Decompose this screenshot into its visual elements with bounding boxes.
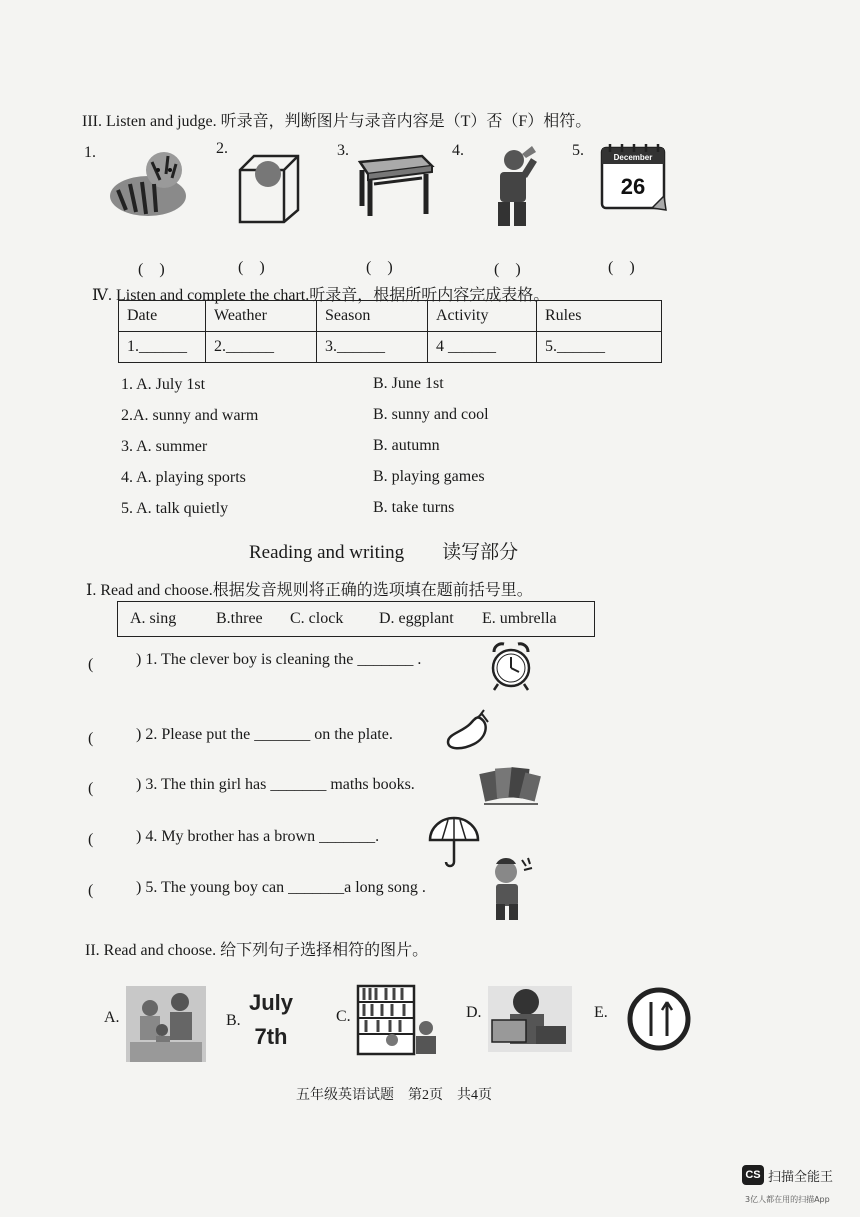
reading-section-2-title: II. Read and choose. 给下列句子选择相符的图片。	[85, 942, 429, 959]
option-5b: B. take turns	[373, 499, 455, 516]
sentence-1: ) 1. The clever boy is cleaning the _______ .	[136, 651, 422, 668]
chart-blank-5[interactable]: 5.______	[537, 332, 662, 363]
date-card-month: July	[248, 990, 294, 1015]
ball-in-box-picture	[236, 148, 302, 224]
item-number-4: 4.	[452, 142, 464, 159]
umbrella-picture	[426, 814, 482, 870]
date-card-day: 7th	[254, 1024, 288, 1049]
option-4a: 4. A. playing sports	[121, 469, 246, 486]
boy-pointing-picture	[484, 146, 540, 228]
option-3b: B. autumn	[373, 437, 440, 454]
section-4-title: Ⅳ. Listen and complete the chart.听录音，根据所听内容完成表格。	[92, 287, 550, 304]
paren-2[interactable]: (	[88, 730, 94, 747]
paren-1[interactable]: (	[88, 656, 94, 673]
eggplant-picture	[444, 708, 494, 754]
listening-chart	[118, 300, 662, 363]
answer-bracket-3[interactable]: ( )	[366, 259, 393, 276]
take-turns-sign-picture	[626, 986, 692, 1052]
chart-header-date: Date	[119, 301, 206, 332]
answer-bracket-2[interactable]: ( )	[238, 259, 265, 276]
chart-header-weather: Weather	[206, 301, 317, 332]
picture-letter-e: E.	[594, 1004, 608, 1021]
choice-c: C. clock	[290, 610, 344, 627]
camscanner-tagline: 3亿人都在用的扫描App	[745, 1195, 830, 1204]
library-picture	[356, 984, 440, 1058]
option-1b: B. June 1st	[373, 375, 444, 392]
chart-header-rules: Rules	[537, 301, 662, 332]
sentence-5: ) 5. The young boy can _______a long song .	[136, 879, 426, 896]
item-number-3: 3.	[337, 142, 349, 159]
maths-books-picture	[478, 762, 544, 810]
paren-3[interactable]: (	[88, 780, 94, 797]
picture-letter-a: A.	[104, 1009, 120, 1026]
camscanner-logo-icon: CS	[742, 1165, 764, 1185]
calendar-day: 26	[620, 174, 646, 199]
choice-b: B.three	[216, 610, 263, 627]
picture-letter-b: B.	[226, 1012, 241, 1029]
family-photo-picture	[126, 986, 206, 1062]
calendar-month: December	[613, 153, 653, 162]
reading-heading: Reading and writing 读写部分	[249, 542, 519, 563]
item-number-5: 5.	[572, 142, 584, 159]
chart-blank-4[interactable]: 4 ______	[428, 332, 537, 363]
chart-blank-3[interactable]: 3.______	[317, 332, 428, 363]
option-5a: 5. A. talk quietly	[121, 500, 229, 517]
chart-header-season: Season	[317, 301, 428, 332]
chart-header-activity: Activity	[428, 301, 537, 332]
section-3-title: III. Listen and judge. 听录音，判断图片与录音内容是（T）否（F）相符。	[82, 113, 592, 130]
choice-a: A. sing	[130, 610, 177, 627]
desk-picture	[352, 150, 436, 222]
option-3a: 3. A. summer	[121, 438, 208, 455]
option-1a: 1. A. July 1st	[121, 376, 206, 393]
chart-blank-row	[119, 332, 662, 363]
tiger-picture	[106, 140, 190, 224]
answer-bracket-4[interactable]: ( )	[494, 261, 521, 278]
item-number-2: 2.	[216, 140, 228, 157]
option-2b: B. sunny and cool	[373, 406, 489, 423]
date-card-picture	[246, 986, 296, 1054]
reading-section-1-title: Ⅰ. Read and choose.根据发音规则将正确的选项填在题前括号里。	[86, 582, 533, 599]
answer-bracket-5[interactable]: ( )	[608, 259, 635, 276]
sentence-4: ) 4. My brother has a brown _______.	[136, 828, 380, 845]
sentence-2: ) 2. Please put the _______ on the plate.	[136, 726, 393, 743]
option-4b: B. playing games	[373, 468, 485, 485]
singing-boy-picture	[482, 854, 538, 924]
chart-header-row	[119, 301, 662, 332]
boy-reading-picture	[488, 986, 572, 1052]
option-2a: 2.A. sunny and warm	[121, 407, 259, 424]
chart-blank-2[interactable]: 2.______	[206, 332, 317, 363]
page-footer: 五年级英语试题 第2页 共4页	[296, 1088, 492, 1103]
calendar-picture	[596, 140, 672, 216]
sentence-3: ) 3. The thin girl has _______ maths books.	[136, 776, 415, 793]
chart-blank-1[interactable]: 1.______	[119, 332, 206, 363]
choice-e: E. umbrella	[482, 610, 557, 627]
picture-letter-c: C.	[336, 1008, 351, 1025]
answer-bracket-1[interactable]: ( )	[138, 261, 165, 278]
item-number-1: 1.	[84, 144, 96, 161]
camscanner-name: 扫描全能王	[768, 1170, 834, 1185]
alarm-clock-picture	[488, 640, 534, 692]
picture-letter-d: D.	[466, 1004, 482, 1021]
paren-5[interactable]: (	[88, 882, 94, 899]
word-choice-box	[117, 601, 595, 637]
choice-d: D. eggplant	[379, 610, 454, 627]
paren-4[interactable]: (	[88, 831, 94, 848]
